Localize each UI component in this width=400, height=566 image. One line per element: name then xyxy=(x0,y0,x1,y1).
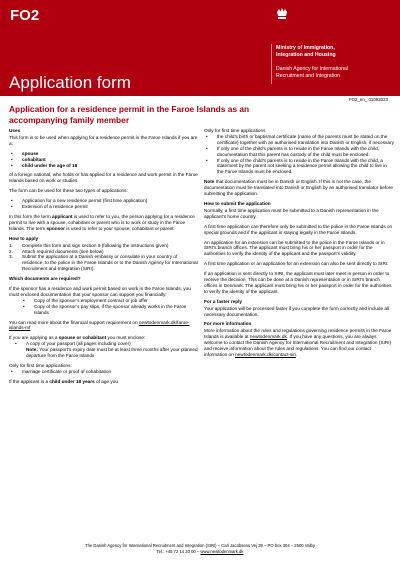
ministry-line-1: Ministry of Immigration, xyxy=(276,45,335,51)
submit-p4: A first time application or an application for an extension can also be sent directly to SIRI. xyxy=(204,261,389,267)
first-only-list xyxy=(204,134,394,175)
terms-paragraph: In this form the term applicant is used to refer to you, the person applying for a residence permit to live with a spouse, cohabitant or parent who is to work or study in the Faroe Islands. The term sponsor is used to refer to your spouse, cohabitant or parent. xyxy=(9,213,195,231)
first-only-title: Only for first time applications xyxy=(204,128,266,133)
list-item: • Extension of a residence permit xyxy=(11,204,88,210)
footer-contact: Tel.: +45 72 14 20 00 – www.newtodenmark.dk xyxy=(156,549,244,554)
spouse-list xyxy=(9,341,199,359)
list-item: • Copy of the sponsor’s employment contract or job offer xyxy=(23,297,148,303)
agency-name xyxy=(276,66,396,80)
agency-line-2: Recruitment and Integration xyxy=(276,73,341,79)
footer-address: The Danish Agency for International Recruitment and Integration (SIRI) – Carl Jacobsens Vej 39 – PO box 304 – 2500 Valby xyxy=(85,543,315,548)
contact-siri-link[interactable]: newtodenmark.dk/contact-siri xyxy=(235,352,296,357)
list-item: 1. Complete this form and sign section 9 (following the instructions given) xyxy=(9,242,169,248)
ministry-line-2: Integration and Housing xyxy=(276,52,336,58)
info-text: More information about the rules and regulations governing residence permits in the Faroe Islands is available at newtodenmark.dk. If you have any questions, you are always welcome to contact the Danish Agency for International Recruitment and Integration (SIRI) and receive information about the rules and regulations. You can find our contact information on newtodenmark.dk/contact-siri. xyxy=(204,328,392,357)
apply-title: How to apply xyxy=(9,235,39,241)
uses-list xyxy=(9,151,199,169)
list-item: 2. Attach required documents (see below) xyxy=(9,248,104,254)
document-heading xyxy=(9,104,389,125)
list-item: • A copy of your passport (all pages including cover) Note: Your passport’s expiry date must be at least three months after your planned departure from the Faroe Islands xyxy=(15,341,198,359)
submit-p2: A first time application can therefore only be submitted to the police in the Faroe Islands on special grounds and if the applicant is staying legally in the Faroe Islands. xyxy=(204,223,393,235)
child-paragraph: If the applicant is a child under 18 years of age you xyxy=(9,378,118,384)
apply-steps xyxy=(9,243,199,273)
list-item: • If only one of the child’s parents is to reside in the Faroe Islands with the child, a statement by the parent not seeking a residence permit allowing the child to live in the Faroe Islands must be enclosed. xyxy=(206,157,387,175)
crown-logo-icon xyxy=(276,7,288,21)
header-banner xyxy=(0,0,400,96)
form-id: FO2_en_ 01092023 xyxy=(348,97,388,102)
list-item: • marriage certificate or proof of cohabitation xyxy=(11,368,112,374)
left-column xyxy=(9,128,199,389)
heading-line-1: Application for a residence permit in the Faroe Islands as an xyxy=(9,104,250,114)
footer-website-link[interactable]: www.newtodenmark.dk xyxy=(200,549,244,554)
heading-line-2: accompanying family member xyxy=(9,114,130,125)
docs-list xyxy=(9,298,199,316)
docs-title: Which documents are required? xyxy=(9,276,81,282)
types-intro: The form can be used for these two types of applications: xyxy=(9,188,128,194)
ministry-name xyxy=(276,45,396,59)
list-item: • the child’s birth or baptismal certificate (name of the parents must be stated on the certificate) together with an authorised translation into Danish or English, if necessary xyxy=(206,133,394,145)
financial-paragraph: You can read more about the financial support requirement on newtodenmark.dk/faroe-islands-mf xyxy=(9,319,190,331)
uses-title: Uses xyxy=(9,128,21,133)
list-item: • If only one of the child’s parents is to reside in the Faroe Islands with the child, documentation that this parent has custody of the child must be enclosed. xyxy=(206,145,379,157)
info-title: For more information xyxy=(204,321,252,327)
submit-p3: An application for an extension can be submitted to the police in the Faroe Islands or in SIRI’s branch offices. The applicant must bring his or her passport in order for the authorities to verify the identity of the applicant and the passport’s validity. xyxy=(204,239,385,257)
list-item: • child under the age of 18 xyxy=(11,162,78,168)
list-item: • Application for a new residence permit (first time application) xyxy=(11,198,148,204)
newtodenmark-link[interactable]: newtodenmark.dk xyxy=(249,334,287,340)
header-divider xyxy=(271,44,272,84)
uses-after: of a foreign national, who holds or has applied for a residence and work permit in the Faroe Islands based on work or studies. xyxy=(9,172,198,184)
faster-title: For a faster reply xyxy=(204,298,243,304)
faster-text: Your application will be processed faster if you complete the form correctly and include all necessary documentation. xyxy=(204,305,390,317)
uses-text: This form is to be used when applying for a residence permit in the Faroe Islands if you are a: xyxy=(9,134,198,146)
list-item: • cohabitant xyxy=(11,156,46,162)
types-list xyxy=(9,198,199,210)
right-column xyxy=(204,128,394,362)
footer xyxy=(0,543,400,555)
submit-p5: If an application is sent directly to SIRI, the applicant must later meet in person in order to receive the decision. This can be done at a Danish representation or in SIRI’s branch offices in Denmark. The applicant must bring his or her passport in order for the authorities to verify the identity of the applicant. xyxy=(204,271,392,294)
docs-intro: If the sponsor has a residence and work permit based on work in the Faroe Islands, you must enclosed documentation that your sponsor can support you financially: xyxy=(9,286,191,297)
submit-p1: Normally, a first time application must be submitted to a Danish representation in the applicant’s home country. xyxy=(204,207,379,219)
form-title: Application form xyxy=(9,73,131,92)
financial-link[interactable]: newtodenmark.dk/faroe-islands-mf xyxy=(9,319,190,331)
form-code: FO2 xyxy=(10,7,40,24)
first-time-title: Only for first time applications: xyxy=(9,363,72,368)
list-item: 3. Submit the application at a Danish embassy or consulate in your country of residence, to the police in the Faroe Islands or to the Danish Agency for International Recruitment and Integration (SIRI). xyxy=(9,254,198,272)
first-time-list xyxy=(9,369,199,375)
submit-title: How to submit the application xyxy=(204,200,271,206)
agency-line-1: Danish Agency for International xyxy=(276,66,349,72)
list-item: • Copy of the sponsor’s pay slips, if the sponsor already works in the Faroe Islands xyxy=(23,303,187,315)
spouse-paragraph: If you are applying as a spouse or cohabitant you must enclose: xyxy=(9,335,146,341)
list-item: • spouse xyxy=(11,150,39,156)
language-note: Note that documentation must be in Danish or English. If this is not the case, the documentation must be translated into Danish or English by an authorised translator before submitting the application. xyxy=(204,179,393,197)
